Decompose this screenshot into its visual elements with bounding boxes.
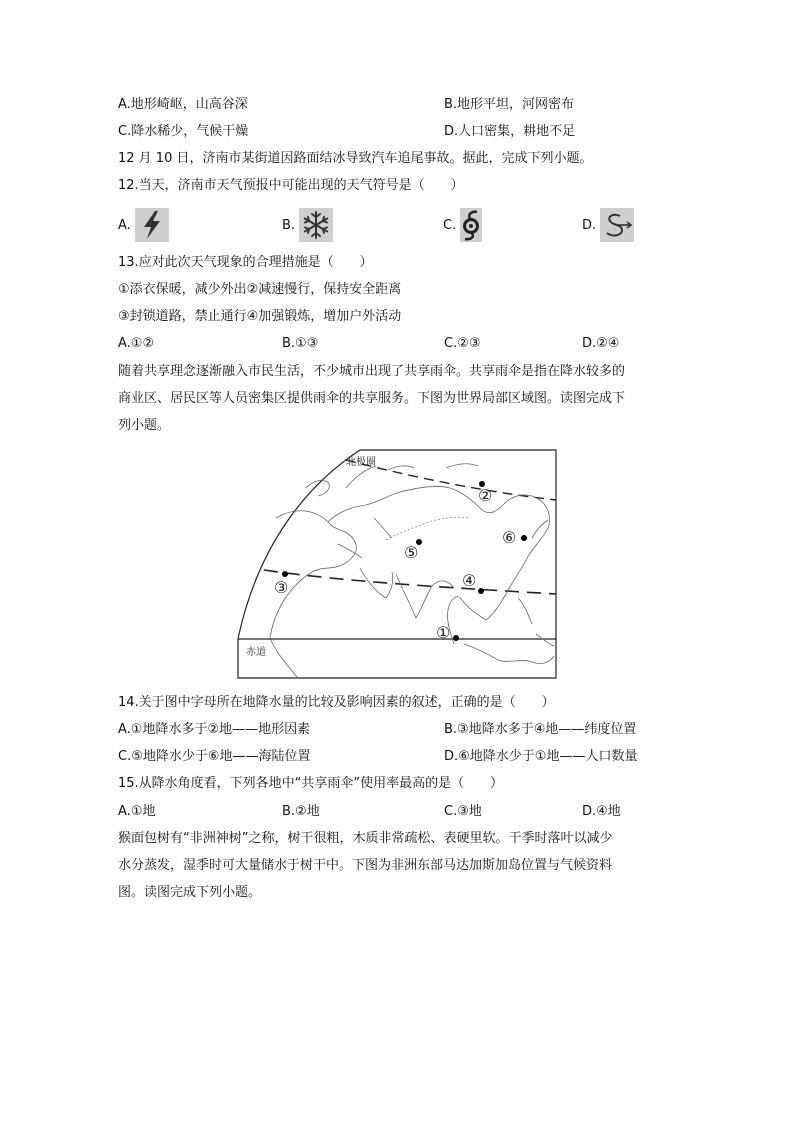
q14-options-row-2 <box>118 747 674 767</box>
q13-item-1: ①添衣保暖，减少外出②减速慢行，保持安全距离 <box>118 282 402 297</box>
q13-option-d[interactable]: D.②④ <box>582 336 620 351</box>
q13-option-a[interactable]: A.①② <box>118 336 155 351</box>
q11-option-d[interactable]: D.人口密集，耕地不足 <box>444 124 576 139</box>
point-4-dot <box>478 588 484 594</box>
point-6-dot <box>521 535 527 541</box>
intro-12: 12 月 10 日，济南市某街道因路面结冰导致汽车追尾事故。据此，完成下列小题。 <box>118 151 593 166</box>
q12-stem: 12.当天，济南市天气预报中可能出现的天气符号是（ ） <box>118 178 464 193</box>
intro-14-line-1: 随着共享理念逐渐融入市民生活，不少城市出现了共享雨伞。共享雨伞是指在降水较多的 <box>118 364 626 379</box>
point-3-dot <box>282 571 288 577</box>
q13-options-row <box>118 334 674 354</box>
intro-16-line-1: 猴面包树有“非洲神树”之称，树干很粗，木质非常疏松、表硬里软。干季时落叶以减少 <box>118 831 613 846</box>
q12-option-b-label: B. <box>282 217 296 233</box>
q15-option-c[interactable]: C.③地 <box>444 804 482 819</box>
point-5-label: ⑤ <box>404 543 419 562</box>
q15-option-b[interactable]: B.②地 <box>282 804 320 819</box>
q12-option-c[interactable] <box>443 208 482 242</box>
q12-option-d[interactable] <box>582 208 634 242</box>
sandstorm-icon <box>600 208 634 242</box>
point-3-label: ③ <box>274 578 289 597</box>
q15-options-row <box>118 802 674 822</box>
q13-option-c[interactable]: C.②③ <box>444 336 481 351</box>
q14-option-c[interactable]: C.⑤地降水少于⑥地——海陆位置 <box>118 749 311 764</box>
intro-14-line-2: 商业区、居民区等人员密集区提供雨伞的共享服务。下图为世界局部区域图。读图完成下 <box>118 391 626 406</box>
point-1-label: ① <box>436 623 451 642</box>
q14-option-d[interactable]: D.⑥地降水少于①地——人口数量 <box>444 749 638 764</box>
q11-option-a[interactable]: A.地形崎岖，山高谷深 <box>118 97 248 112</box>
q15-option-a[interactable]: A.①地 <box>118 804 156 819</box>
q14-option-b[interactable]: B.③地降水多于④地——纬度位置 <box>444 722 637 737</box>
q12-option-d-label: D. <box>582 217 597 233</box>
map-frame <box>238 450 556 678</box>
q15-option-d[interactable]: D.④地 <box>582 804 621 819</box>
intro-14-line-3: 列小题。 <box>118 418 171 433</box>
q11-options-row-2 <box>118 122 674 142</box>
point-1-dot <box>453 635 459 641</box>
q14-option-a[interactable]: A.①地降水多于②地——地形因素 <box>118 722 311 737</box>
q11-options-row-1 <box>118 95 674 115</box>
snowflake-icon <box>299 208 333 242</box>
q13-stem: 13.应对此次天气现象的合理措施是（ ） <box>118 255 373 270</box>
point-6-label: ⑥ <box>502 528 517 547</box>
intro-16-line-3: 图。读图完成下列小题。 <box>118 885 262 900</box>
typhoon-icon <box>460 208 482 242</box>
q13-option-b[interactable]: B.①③ <box>282 336 319 351</box>
q13-item-2: ③封锁道路，禁止通行④加强锻炼，增加户外活动 <box>118 309 402 324</box>
q15-stem: 15.从降水角度看，下列各地中“共享雨伞”使用率最高的是（ ） <box>118 776 504 791</box>
q12-option-b[interactable] <box>282 208 333 242</box>
q11-option-c[interactable]: C.降水稀少，气候干燥 <box>118 124 249 139</box>
lightning-icon <box>135 208 169 242</box>
point-2-label: ② <box>478 486 493 505</box>
q12-option-c-label: C. <box>443 217 457 233</box>
q14-options-row-1 <box>118 720 674 740</box>
intro-16-line-2: 水分蒸发，湿季时可大量储水于树干中。下图为非洲东部马达加斯加岛位置与气候资料 <box>118 858 613 873</box>
q12-option-a-label: A. <box>118 217 131 233</box>
q12-option-a[interactable] <box>118 208 169 242</box>
world-region-map <box>236 448 558 680</box>
point-4-label: ④ <box>462 571 477 590</box>
q11-option-b[interactable]: B.地形平坦，河网密布 <box>444 97 575 112</box>
equator-label: 赤道 <box>246 647 266 658</box>
q14-stem: 14.关于图中字母所在地降水量的比较及影响因素的叙述，正确的是（ ） <box>118 695 555 710</box>
arctic-circle-label: 北极圈 <box>346 457 376 468</box>
